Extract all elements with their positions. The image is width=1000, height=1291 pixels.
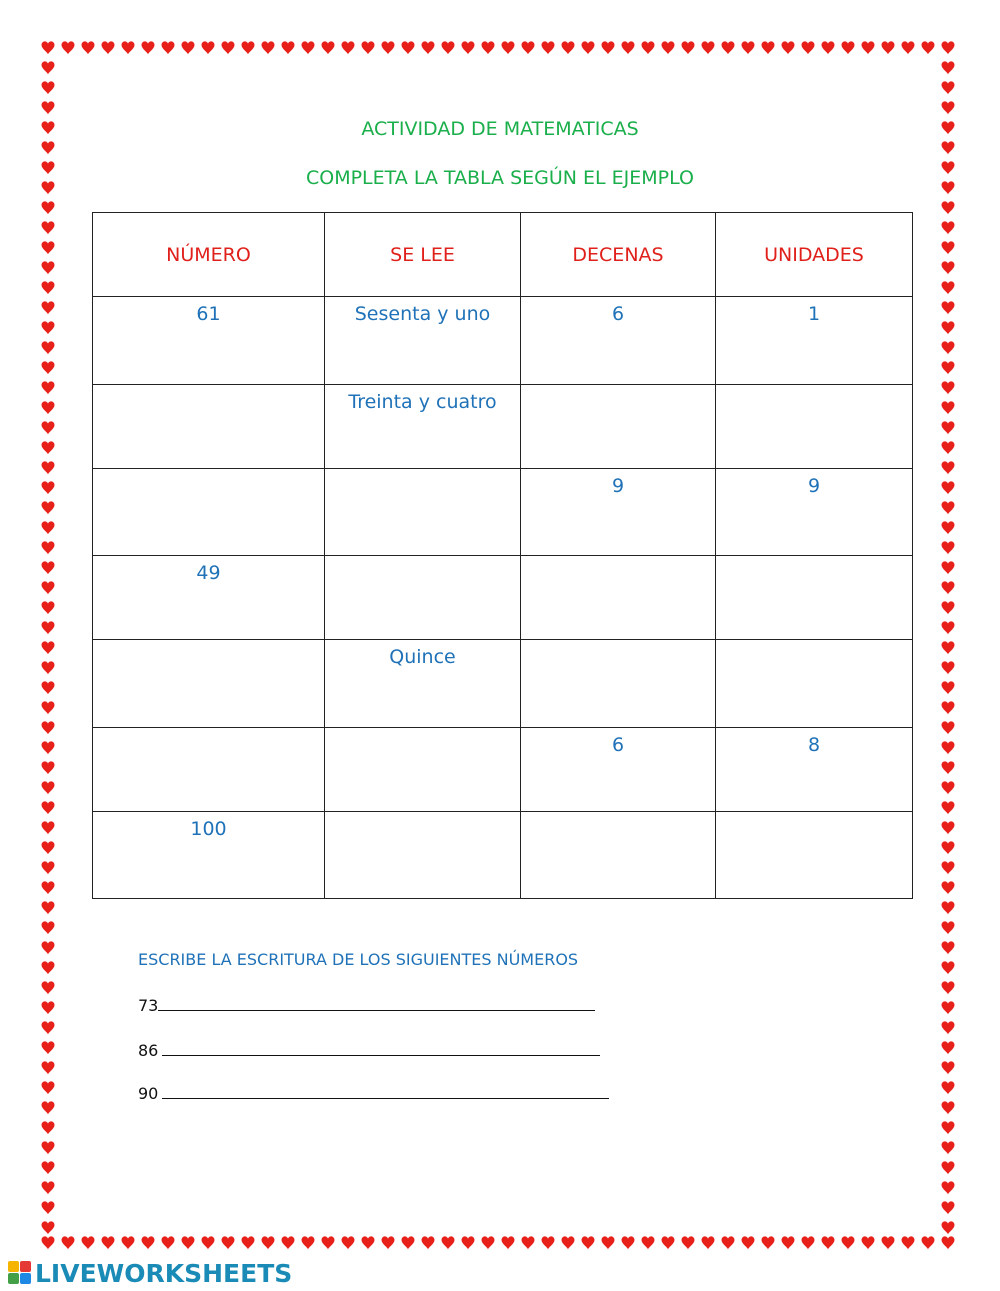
cell-numero[interactable] (93, 640, 325, 728)
heart-icon (942, 201, 955, 214)
write-line (138, 1082, 609, 1103)
heart-icon (122, 1236, 135, 1249)
table-row (93, 728, 913, 812)
heart-icon (942, 281, 955, 294)
heart-icon (242, 1236, 255, 1249)
logo-text: LIVEWORKSHEETS (35, 1258, 293, 1288)
heart-icon (942, 641, 955, 654)
heart-icon (202, 41, 215, 54)
heart-icon (182, 1236, 195, 1249)
heart-icon (302, 41, 315, 54)
heart-icon (62, 41, 75, 54)
heart-icon (602, 41, 615, 54)
heart-icon (42, 641, 55, 654)
heart-icon (942, 601, 955, 614)
heart-icon (622, 41, 635, 54)
heart-icon (422, 1236, 435, 1249)
heart-icon (942, 41, 955, 54)
heart-icon (542, 1236, 555, 1249)
heart-icon (942, 481, 955, 494)
heart-icon (42, 861, 55, 874)
heart-icon (842, 41, 855, 54)
heart-icon (702, 1236, 715, 1249)
cell-unidades[interactable] (716, 556, 913, 640)
heart-icon (942, 1101, 955, 1114)
cell-se-lee[interactable] (325, 812, 521, 899)
cell-numero[interactable] (93, 385, 325, 469)
heart-icon (462, 1236, 475, 1249)
heart-icon (662, 1236, 675, 1249)
heart-icon (942, 901, 955, 914)
heart-icon (682, 1236, 695, 1249)
heart-icon (42, 1101, 55, 1114)
heart-icon (942, 1061, 955, 1074)
heart-icon (362, 41, 375, 54)
heart-icon (42, 361, 55, 374)
heart-icon (942, 81, 955, 94)
heart-icon (942, 1001, 955, 1014)
heart-icon (42, 301, 55, 314)
heart-icon (942, 681, 955, 694)
heart-icon (582, 1236, 595, 1249)
heart-icon (342, 41, 355, 54)
heart-icon (262, 1236, 275, 1249)
heart-icon (802, 41, 815, 54)
heart-icon (942, 321, 955, 334)
heart-icon (122, 41, 135, 54)
table-row (93, 297, 913, 385)
heart-icon (102, 1236, 115, 1249)
heart-icon (942, 861, 955, 874)
cell-numero[interactable] (93, 728, 325, 812)
heart-icon (42, 521, 55, 534)
heart-icon (242, 41, 255, 54)
cell-se-lee[interactable]: Sesenta y uno (325, 297, 521, 385)
heart-icon (42, 441, 55, 454)
cell-unidades[interactable]: 8 (716, 728, 913, 812)
heart-icon (902, 41, 915, 54)
heart-icon (522, 41, 535, 54)
heart-icon (62, 1236, 75, 1249)
table-row (93, 640, 913, 728)
write-line (138, 994, 595, 1015)
header-decenas: DECENAS (521, 213, 716, 297)
heart-icon (942, 841, 955, 854)
heart-icon (942, 921, 955, 934)
cell-decenas[interactable]: 9 (521, 469, 716, 556)
write-line-number: 86 (138, 1041, 159, 1060)
heart-icon (42, 1161, 55, 1174)
header-unidades: UNIDADES (716, 213, 913, 297)
write-line-blank[interactable] (162, 1082, 609, 1099)
table-header-row (93, 213, 913, 297)
heart-icon (942, 141, 955, 154)
heart-icon (942, 801, 955, 814)
number-table (92, 212, 913, 899)
heart-icon (42, 1021, 55, 1034)
heart-icon (42, 41, 55, 54)
heart-icon (942, 341, 955, 354)
heart-icon (42, 661, 55, 674)
heart-icon (942, 421, 955, 434)
heart-icon (662, 41, 675, 54)
heart-icon (942, 241, 955, 254)
heart-icon (942, 1141, 955, 1154)
heart-icon (42, 101, 55, 114)
cell-decenas[interactable] (521, 385, 716, 469)
heart-icon (942, 1081, 955, 1094)
heart-icon (762, 41, 775, 54)
table-row (93, 469, 913, 556)
heart-icon (942, 581, 955, 594)
cell-unidades[interactable]: 1 (716, 297, 913, 385)
heart-icon (42, 341, 55, 354)
heart-icon (42, 541, 55, 554)
heart-icon (942, 701, 955, 714)
heart-icon (42, 621, 55, 634)
heart-icon (542, 41, 555, 54)
heart-icon (42, 721, 55, 734)
heart-icon (942, 781, 955, 794)
table-row (93, 385, 913, 469)
heart-icon (142, 1236, 155, 1249)
heart-icon (942, 1021, 955, 1034)
header-numero: NÚMERO (93, 213, 325, 297)
heart-icon (42, 561, 55, 574)
heart-icon (42, 221, 55, 234)
heart-icon (322, 41, 335, 54)
heart-icon (942, 361, 955, 374)
heart-icon (942, 401, 955, 414)
heart-icon (802, 1236, 815, 1249)
heart-icon (642, 1236, 655, 1249)
heart-icon (942, 661, 955, 674)
write-line-blank[interactable] (162, 1039, 600, 1056)
heart-icon (42, 1121, 55, 1134)
heart-icon (742, 1236, 755, 1249)
write-line (138, 1039, 600, 1060)
heart-icon (202, 1236, 215, 1249)
heart-icon (562, 1236, 575, 1249)
cell-se-lee[interactable]: Quince (325, 640, 521, 728)
heart-icon (442, 1236, 455, 1249)
heart-icon (942, 1041, 955, 1054)
heart-icon (562, 41, 575, 54)
heart-icon (942, 621, 955, 634)
heart-icon (942, 881, 955, 894)
heart-icon (942, 261, 955, 274)
heart-icon (942, 461, 955, 474)
heart-icon (42, 501, 55, 514)
heart-icon (42, 261, 55, 274)
heart-icon (502, 41, 515, 54)
cell-numero[interactable]: 100 (93, 812, 325, 899)
heart-icon (262, 41, 275, 54)
write-line-number: 90 (138, 1084, 159, 1103)
heart-icon (942, 1201, 955, 1214)
heart-icon (942, 961, 955, 974)
heart-icon (282, 41, 295, 54)
cell-numero[interactable]: 49 (93, 556, 325, 640)
heart-icon (582, 41, 595, 54)
heart-icon (462, 41, 475, 54)
heart-icon (682, 41, 695, 54)
heart-icon (942, 1161, 955, 1174)
heart-icon (622, 1236, 635, 1249)
heart-icon (42, 901, 55, 914)
heart-icon (182, 41, 195, 54)
heart-icon (722, 41, 735, 54)
heart-icon (942, 1121, 955, 1134)
liveworksheets-logo-icon (8, 1261, 32, 1285)
heart-icon (942, 941, 955, 954)
heart-icon (942, 301, 955, 314)
heart-icon (362, 1236, 375, 1249)
heart-icon (502, 1236, 515, 1249)
heart-icon (842, 1236, 855, 1249)
heart-icon (902, 1236, 915, 1249)
header-se-lee: SE LEE (325, 213, 521, 297)
heart-icon (302, 1236, 315, 1249)
cell-unidades[interactable]: 9 (716, 469, 913, 556)
heart-icon (522, 1236, 535, 1249)
heart-icon (42, 1061, 55, 1074)
worksheet-title: ACTIVIDAD DE MATEMATICAS (361, 118, 639, 140)
heart-icon (882, 1236, 895, 1249)
heart-icon (382, 1236, 395, 1249)
heart-icon (862, 41, 875, 54)
heart-icon (942, 221, 955, 234)
heart-icon (42, 281, 55, 294)
heart-icon (42, 741, 55, 754)
heart-icon (42, 801, 55, 814)
heart-icon (882, 41, 895, 54)
heart-icon (942, 561, 955, 574)
heart-icon (342, 1236, 355, 1249)
heart-icon (42, 601, 55, 614)
cell-unidades[interactable] (716, 385, 913, 469)
heart-icon (42, 761, 55, 774)
heart-icon (742, 41, 755, 54)
heart-icon (942, 521, 955, 534)
heart-icon (162, 1236, 175, 1249)
heart-icon (942, 61, 955, 74)
cell-se-lee[interactable] (325, 728, 521, 812)
heart-icon (942, 501, 955, 514)
heart-icon (322, 1236, 335, 1249)
heart-icon (942, 761, 955, 774)
heart-icon (762, 1236, 775, 1249)
heart-icon (942, 541, 955, 554)
heart-icon (42, 981, 55, 994)
heart-icon (442, 41, 455, 54)
heart-icon (222, 41, 235, 54)
heart-icon (42, 1141, 55, 1154)
heart-icon (42, 401, 55, 414)
heart-icon (42, 201, 55, 214)
cell-se-lee[interactable] (325, 556, 521, 640)
heart-icon (42, 781, 55, 794)
heart-icon (42, 461, 55, 474)
heart-icon (422, 41, 435, 54)
heart-icon (862, 1236, 875, 1249)
heart-icon (942, 101, 955, 114)
heart-icon (42, 701, 55, 714)
heart-icon (42, 1081, 55, 1094)
cell-numero[interactable] (93, 469, 325, 556)
cell-decenas[interactable] (521, 556, 716, 640)
write-line-blank[interactable] (158, 994, 595, 1011)
heart-icon (42, 1221, 55, 1234)
heart-icon (42, 61, 55, 74)
heart-icon (942, 381, 955, 394)
cell-unidades[interactable] (716, 812, 913, 899)
heart-icon (942, 1236, 955, 1249)
heart-icon (102, 41, 115, 54)
table-row (93, 812, 913, 899)
heart-icon (402, 41, 415, 54)
heart-icon (482, 41, 495, 54)
cell-se-lee[interactable]: Treinta y cuatro (325, 385, 521, 469)
heart-icon (942, 1221, 955, 1234)
cell-se-lee[interactable] (325, 469, 521, 556)
heart-icon (822, 1236, 835, 1249)
table-row (93, 556, 913, 640)
heart-icon (722, 1236, 735, 1249)
worksheet-instruction: COMPLETA LA TABLA SEGÚN EL EJEMPLO (305, 167, 694, 189)
heart-icon (42, 581, 55, 594)
heart-icon (42, 681, 55, 694)
heart-icon (942, 981, 955, 994)
heart-icon (42, 841, 55, 854)
heart-icon (42, 961, 55, 974)
heart-icon (42, 941, 55, 954)
heart-icon (42, 141, 55, 154)
heart-icon (42, 1001, 55, 1014)
heart-icon (82, 1236, 95, 1249)
heart-icon (42, 321, 55, 334)
cell-decenas[interactable]: 6 (521, 297, 716, 385)
heart-icon (922, 1236, 935, 1249)
heart-icon (602, 1236, 615, 1249)
heart-icon (42, 821, 55, 834)
heart-icon (222, 1236, 235, 1249)
heart-icon (42, 881, 55, 894)
heart-icon (942, 721, 955, 734)
heart-icon (782, 41, 795, 54)
heart-icon (42, 241, 55, 254)
write-section-label: ESCRIBE LA ESCRITURA DE LOS SIGUIENTES NÚMEROS (138, 950, 579, 969)
heart-icon (42, 81, 55, 94)
heart-icon (42, 421, 55, 434)
heart-icon (942, 821, 955, 834)
heart-icon (642, 41, 655, 54)
heart-icon (82, 41, 95, 54)
heart-icon (42, 1236, 55, 1249)
cell-decenas[interactable] (521, 812, 716, 899)
heart-icon (822, 41, 835, 54)
cell-unidades[interactable] (716, 640, 913, 728)
heart-icon (282, 1236, 295, 1249)
heart-icon (42, 1201, 55, 1214)
heart-icon (942, 441, 955, 454)
heart-icon (942, 741, 955, 754)
heart-icon (42, 381, 55, 394)
heart-icon (482, 1236, 495, 1249)
heart-icon (402, 1236, 415, 1249)
heart-icon (162, 41, 175, 54)
liveworksheets-logo[interactable] (8, 1258, 292, 1288)
heart-icon (702, 41, 715, 54)
heart-icon (942, 1181, 955, 1194)
heart-icon (922, 41, 935, 54)
heart-icon (42, 481, 55, 494)
heart-icon (142, 41, 155, 54)
heart-icon (42, 1041, 55, 1054)
heart-icon (382, 41, 395, 54)
heart-icon (42, 1181, 55, 1194)
heart-icon (782, 1236, 795, 1249)
write-line-number: 73 (138, 996, 159, 1015)
cell-numero[interactable]: 61 (93, 297, 325, 385)
cell-decenas[interactable]: 6 (521, 728, 716, 812)
heart-icon (42, 921, 55, 934)
cell-decenas[interactable] (521, 640, 716, 728)
